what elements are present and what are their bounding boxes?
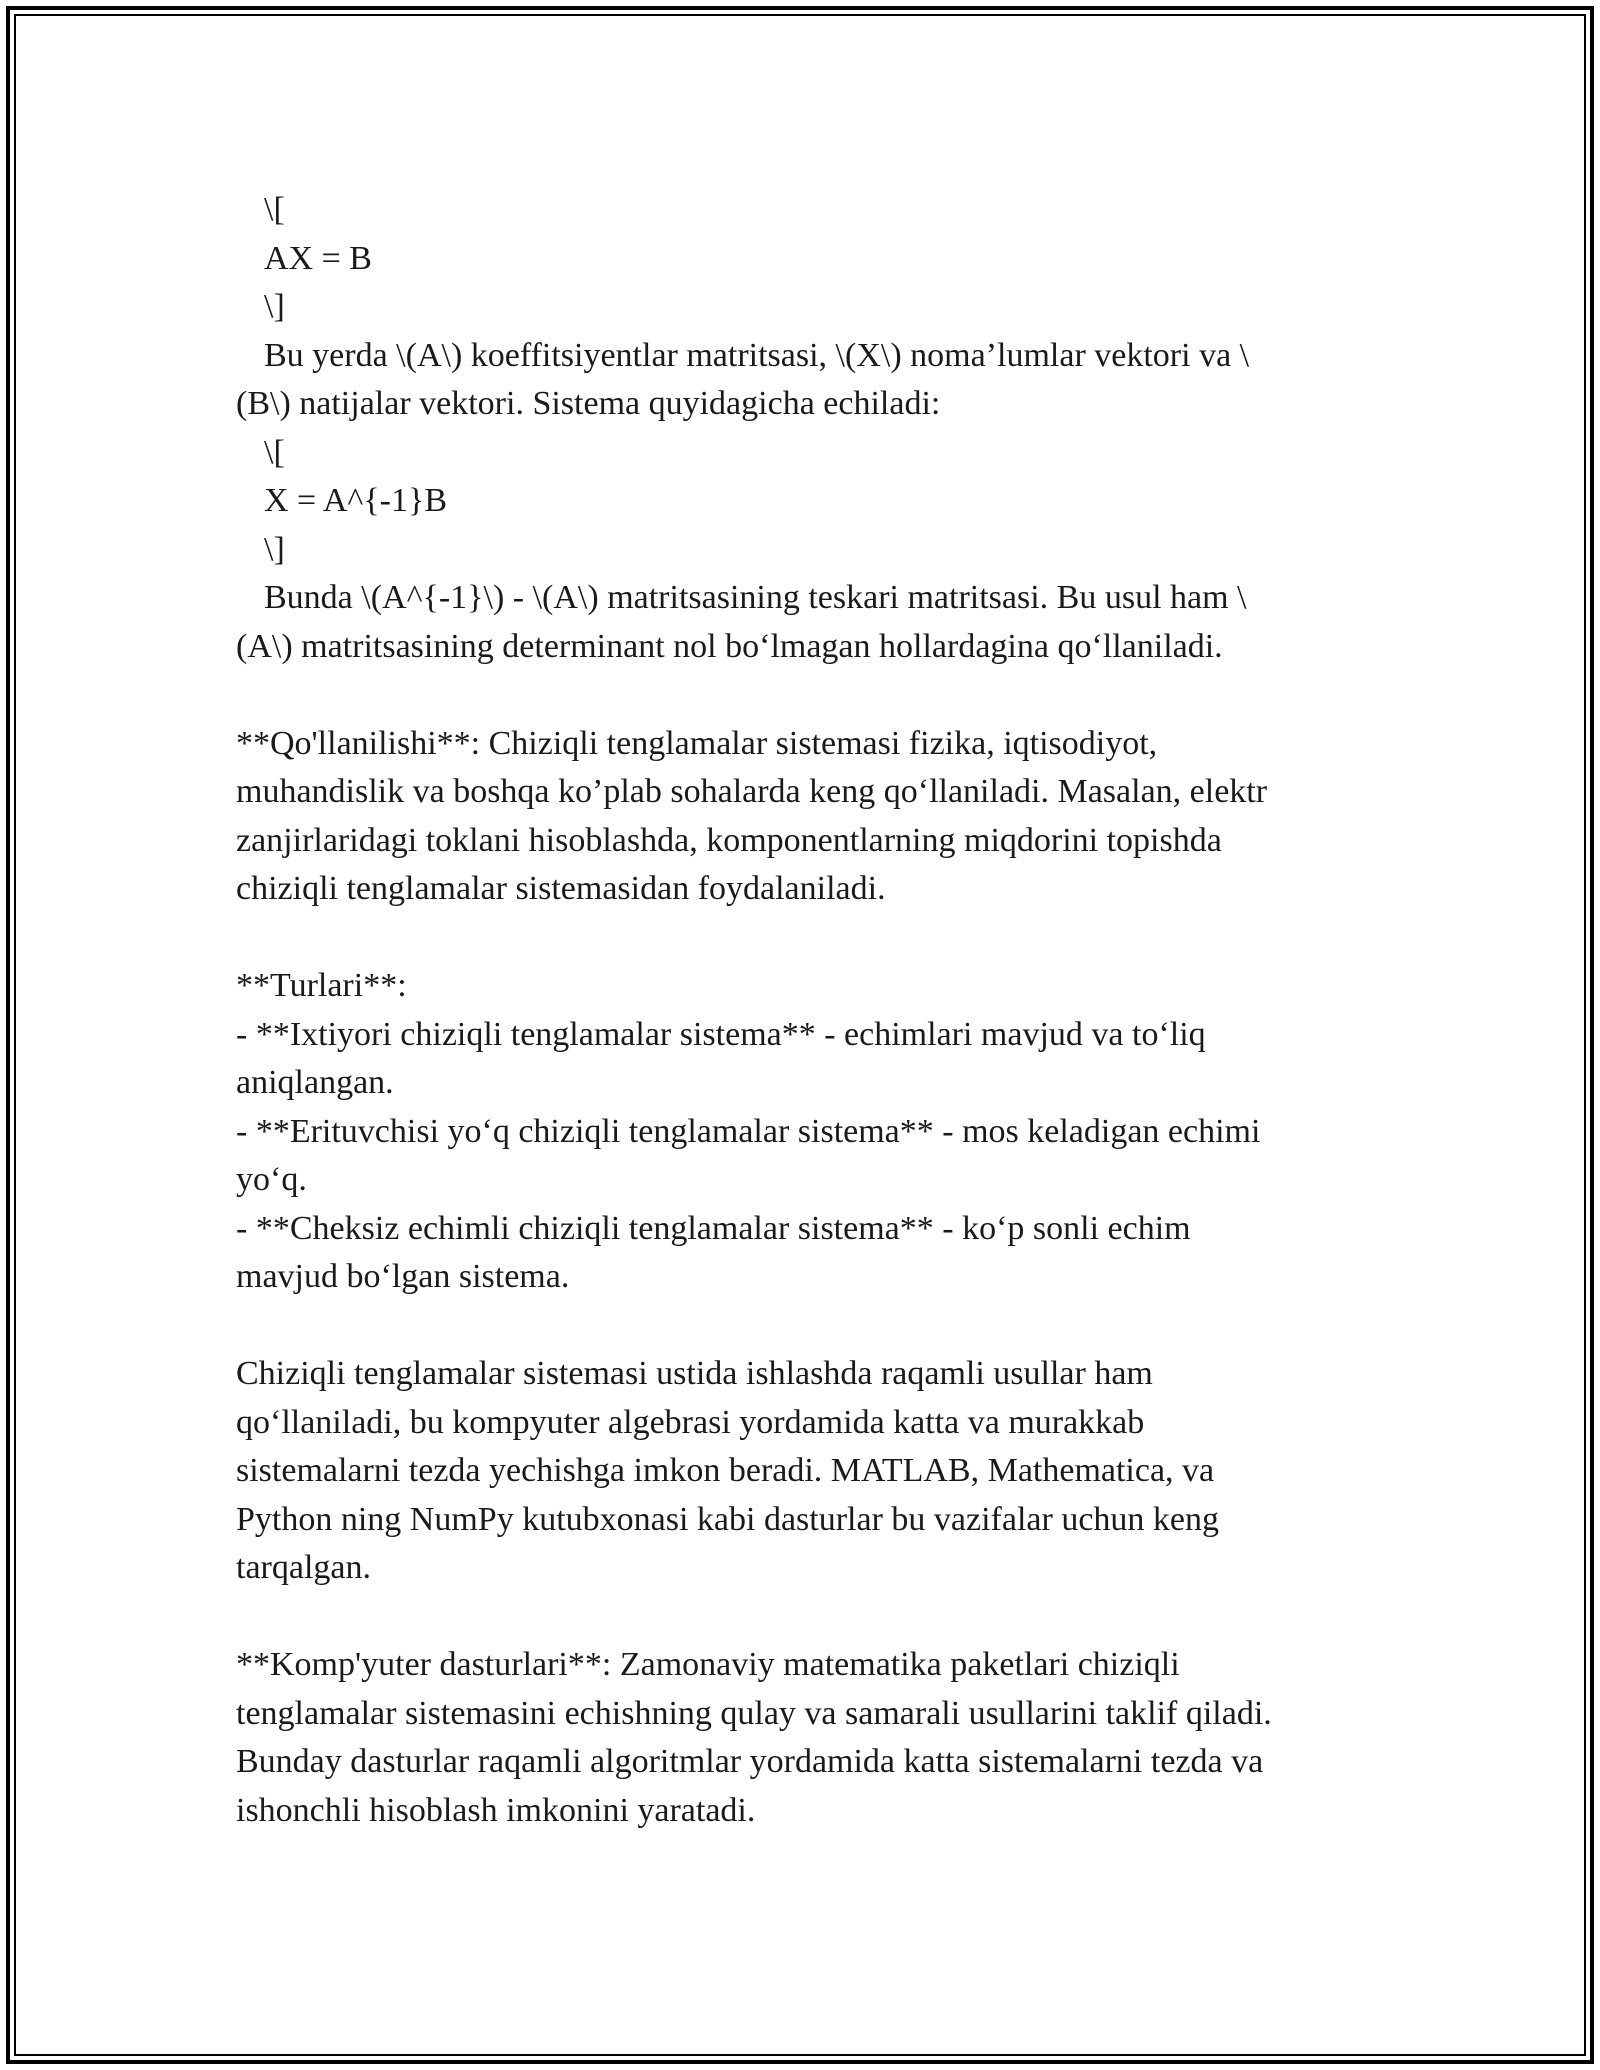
text-line: chiziqli tenglamalar sistemasidan foydalaniladi. <box>236 870 886 907</box>
explanation-paragraph-1 <box>236 332 1366 429</box>
paragraph-gap <box>236 1593 1366 1642</box>
types-heading: **Turlari**: <box>236 967 407 1004</box>
paragraph-gap <box>236 671 1366 720</box>
paragraph-gap <box>236 914 1366 963</box>
formula-close: \] <box>264 530 285 568</box>
text-line: Bunda \(A^{-1}\) - \(A\) matritsasining teskari matritsasi. Bu usul ham \ <box>264 579 1247 616</box>
paragraph-gap <box>236 1302 1366 1351</box>
formula-block-1 <box>236 186 1366 332</box>
text-line: Bu yerda \(A\) koeffitsiyentlar matritsasi, \(X\) noma’lumlar vektori va \ <box>264 336 1250 374</box>
text-line: ishonchli hisoblash imkonini yaratadi. <box>236 1791 756 1829</box>
formula-body: X = A^{-1}B <box>264 482 447 519</box>
text-line: (A\) matritsasining determinant nol bo‘lmagan hollardagina qo‘llaniladi. <box>236 627 1223 665</box>
software-paragraph <box>236 1641 1366 1835</box>
types-section <box>236 962 1366 1302</box>
text-line: **Qo'llanilishi**: Chiziqli tenglamalar sistemasi fizika, iqtisodiyot, <box>236 724 1158 762</box>
text-line: muhandislik va boshqa ko’plab sohalarda keng qo‘llaniladi. Masalan, elektr <box>236 773 1268 810</box>
text-line: Python ning NumPy kutubxonasi kabi dasturlar bu vazifalar uchun keng <box>236 1500 1219 1538</box>
list-item-continuation: aniqlangan. <box>236 1064 394 1101</box>
list-item-continuation: yo‘q. <box>236 1161 307 1198</box>
text-line: **Komp'yuter dasturlari**: Zamonaviy matematika paketlari chiziqli <box>236 1646 1180 1683</box>
formula-open: \[ <box>264 191 285 228</box>
text-line: tenglamalar sistemasini echishning qulay va samarali usullarini taklif qiladi. <box>236 1694 1272 1732</box>
text-line: Chiziqli tenglamalar sistemasi ustida ishlashda raqamli usullar ham <box>236 1355 1153 1392</box>
applications-paragraph <box>236 720 1366 914</box>
text-line: qo‘llaniladi, bu kompyuter algebrasi yordamida katta va murakkab <box>236 1403 1145 1441</box>
explanation-paragraph-2 <box>236 574 1366 671</box>
list-item: - **Cheksiz echimli chiziqli tenglamalar sistema** - ko‘p sonli echim <box>236 1209 1191 1247</box>
text-line: (B\) natijalar vektori. Sistema quyidagicha echiladi: <box>236 385 941 422</box>
list-item: - **Erituvchisi yo‘q chiziqli tenglamalar sistema** - mos keladigan echimi <box>236 1112 1261 1150</box>
formula-close: \] <box>264 288 285 325</box>
text-line: zanjirlaridagi toklani hisoblashda, komponentlarning miqdorini topishda <box>236 821 1222 859</box>
text-line: Bunday dasturlar raqamli algoritmlar yordamida katta sistemalarni tezda va <box>236 1743 1264 1780</box>
list-item-continuation: mavjud bo‘lgan sistema. <box>236 1258 570 1295</box>
list-item: - **Ixtiyori chiziqli tenglamalar sistema** - echimlari mavjud va to‘liq <box>236 1015 1206 1053</box>
numerical-methods-paragraph <box>236 1350 1366 1593</box>
formula-body: AX = B <box>264 239 372 277</box>
formula-block-2 <box>236 429 1366 575</box>
text-line: sistemalarni tezda yechishga imkon beradi. MATLAB, Mathematica, va <box>236 1452 1215 1489</box>
document-page <box>236 186 1366 1835</box>
text-line: tarqalgan. <box>236 1549 371 1586</box>
formula-open: \[ <box>264 433 285 471</box>
